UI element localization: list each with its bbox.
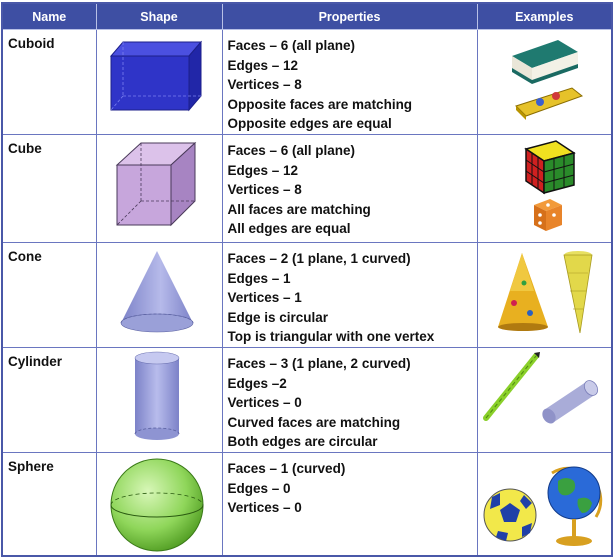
shape-name: Cone (2, 242, 96, 347)
property-line: Vertices – 0 (227, 500, 302, 516)
table-row (2, 242, 612, 347)
examples-cell (477, 134, 612, 242)
cone-shape-icon (96, 242, 222, 347)
property-line: Edges – 0 (227, 480, 291, 496)
header-shape: Shape (96, 3, 222, 30)
property-line: Edge is circular (227, 309, 329, 325)
header-name: Name (2, 3, 96, 30)
table-row (2, 452, 612, 556)
shape-name: Cuboid (2, 30, 96, 135)
property-line: Top is triangular with one vertex (227, 329, 435, 345)
dice-icon (534, 199, 562, 231)
property-line: Faces – 1 (curved) (227, 460, 346, 476)
property-line: Faces – 3 (1 plane, 2 curved) (227, 355, 411, 371)
shape-name: Sphere (2, 452, 96, 556)
pencil-icon (486, 352, 540, 418)
cuboid-shape-icon (96, 30, 222, 135)
property-line: Edges – 12 (227, 57, 299, 73)
examples-cell (477, 347, 612, 452)
cylinder-shape-icon (96, 347, 222, 452)
rubiks-cube-icon (526, 141, 574, 193)
properties-cell (222, 134, 477, 242)
properties-cell (222, 452, 477, 556)
property-line: Vertices – 8 (227, 77, 302, 93)
property-line: Faces – 2 (1 plane, 1 curved) (227, 250, 411, 266)
header-properties: Properties (222, 3, 477, 30)
properties-cell (222, 347, 477, 452)
property-line: Opposite edges are equal (227, 116, 392, 132)
property-line: Curved faces are matching (227, 414, 401, 430)
examples-cell (477, 452, 612, 556)
table-row (2, 30, 612, 135)
property-line: Faces – 6 (all plane) (227, 142, 356, 158)
header-examples: Examples (477, 3, 612, 30)
ice-cream-cone-icon (564, 251, 592, 333)
property-line: Edges – 1 (227, 270, 291, 286)
property-line: Vertices – 1 (227, 290, 302, 306)
rolled-paper-icon (539, 378, 600, 426)
property-line: Opposite faces are matching (227, 96, 413, 112)
pencil-box-icon (516, 88, 582, 120)
table-row (2, 134, 612, 242)
shape-name: Cylinder (2, 347, 96, 452)
shapes-table (1, 2, 613, 557)
globe-icon (548, 467, 601, 546)
property-line: Both edges are circular (227, 434, 378, 450)
book-icon (512, 40, 578, 84)
properties-cell (222, 30, 477, 135)
property-line: All faces are matching (227, 201, 371, 217)
examples-cell (477, 242, 612, 347)
property-line: Vertices – 8 (227, 182, 302, 198)
property-line: Edges – 12 (227, 162, 299, 178)
property-line: All edges are equal (227, 221, 351, 237)
sphere-shape-icon (96, 452, 222, 556)
property-line: Vertices – 0 (227, 395, 302, 411)
shape-name: Cube (2, 134, 96, 242)
examples-cell (477, 30, 612, 135)
header-row (2, 3, 612, 30)
property-line: Edges –2 (227, 375, 287, 391)
party-hat-icon (498, 253, 548, 331)
cube-shape-icon (96, 134, 222, 242)
table-row (2, 347, 612, 452)
football-icon (484, 489, 536, 541)
properties-cell (222, 242, 477, 347)
property-line: Faces – 6 (all plane) (227, 38, 356, 53)
